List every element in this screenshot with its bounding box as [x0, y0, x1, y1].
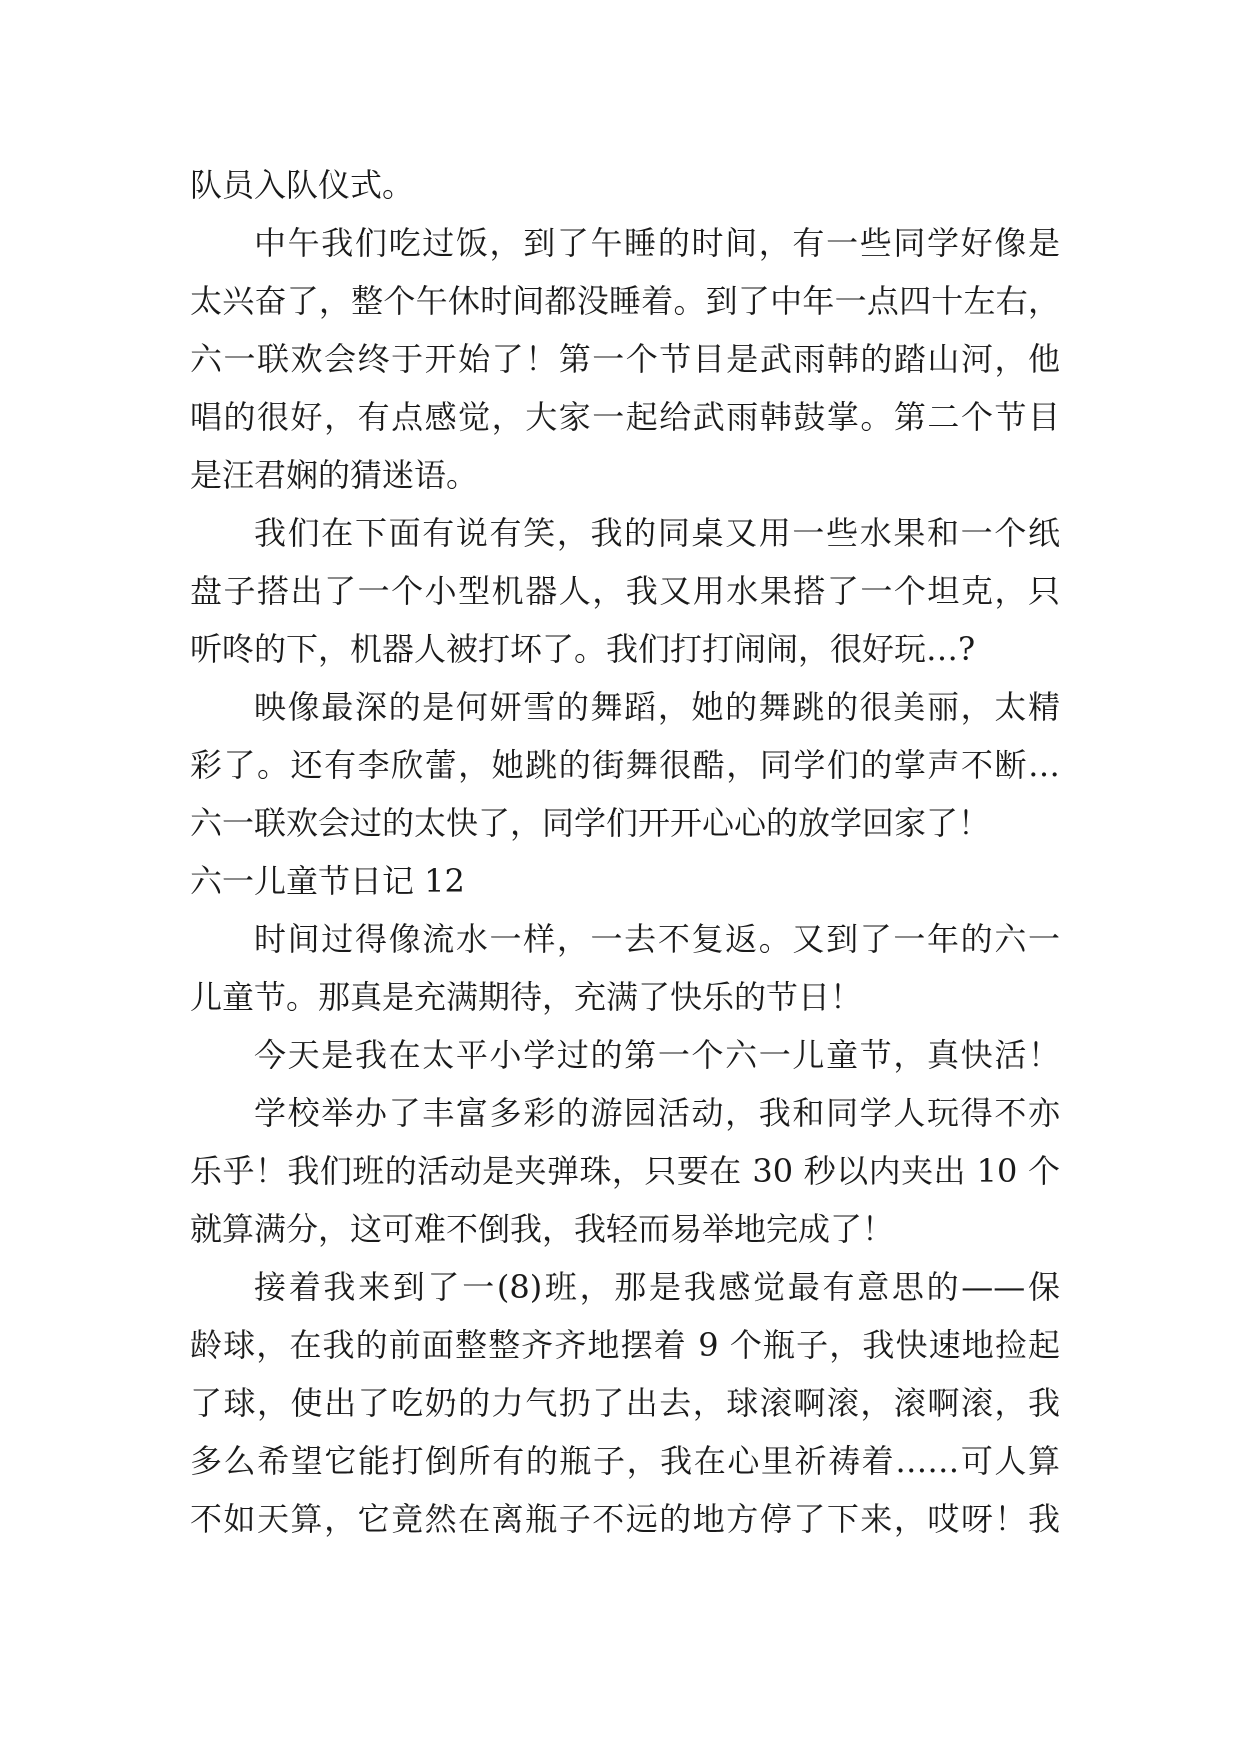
- text-line: 唱的很好，有点感觉，大家一起给武雨韩鼓掌。第二个节目: [190, 398, 1060, 436]
- text-line: 太兴奋了，整个午休时间都没睡着。到了中年一点四十左右，: [190, 282, 1060, 320]
- text-line: 队员入队仪式。: [190, 166, 415, 204]
- paragraph-first-line: 时间过得像流水一样，一去不复返。又到了一年的六一: [254, 920, 1060, 958]
- paragraph-first-line: 我们在下面有说有笑，我的同桌又用一些水果和一个纸: [254, 514, 1060, 552]
- text-line: 了球，使出了吃奶的力气扔了出去，球滚啊滚，滚啊滚，我: [190, 1384, 1060, 1422]
- text-line: 多么希望它能打倒所有的瓶子，我在心里祈祷着……可人算: [190, 1442, 1060, 1480]
- text-line: 盘子搭出了一个小型机器人，我又用水果搭了一个坦克，只: [190, 572, 1060, 610]
- paragraph-first-line: 接着我来到了一(8)班，那是我感觉最有意思的——保: [254, 1268, 1060, 1306]
- paragraph-first-line: 学校举办了丰富多彩的游园活动，我和同学人玩得不亦: [254, 1094, 1060, 1132]
- text-line: 是汪君娴的猜迷语。: [190, 456, 479, 494]
- paragraph-first-line: 中午我们吃过饭，到了午睡的时间，有一些同学好像是: [254, 224, 1060, 262]
- paragraph-first-line: 今天是我在太平小学过的第一个六一儿童节，真快活！: [254, 1036, 1060, 1074]
- text-line: 彩了。还有李欣蕾，她跳的街舞很酷，同学们的掌声不断…: [190, 746, 1060, 784]
- text-line: 听咚的下，机器人被打坏了。我们打打闹闹，很好玩…?: [190, 630, 976, 668]
- paragraph-first-line: 映像最深的是何妍雪的舞蹈，她的舞跳的很美丽，太精: [254, 688, 1060, 726]
- text-line: 六一联欢会过的太快了，同学们开开心心的放学回家了！: [190, 804, 991, 842]
- text-line: 六一联欢会终于开始了！第一个节目是武雨韩的踏山河，他: [190, 340, 1060, 378]
- section-heading: 六一儿童节日记 12: [190, 862, 465, 900]
- text-line: 龄球，在我的前面整整齐齐地摆着 9 个瓶子，我快速地捡起: [190, 1326, 1060, 1364]
- text-line: 不如天算，它竟然在离瓶子不远的地方停了下来，哎呀！我: [190, 1500, 1060, 1538]
- text-line: 儿童节。那真是充满期待，充满了快乐的节日！: [190, 978, 863, 1016]
- text-line: 乐乎！我们班的活动是夹弹珠，只要在 30 秒以内夹出 10 个: [190, 1152, 1060, 1190]
- text-line: 就算满分，这可难不倒我，我轻而易举地完成了！: [190, 1210, 895, 1248]
